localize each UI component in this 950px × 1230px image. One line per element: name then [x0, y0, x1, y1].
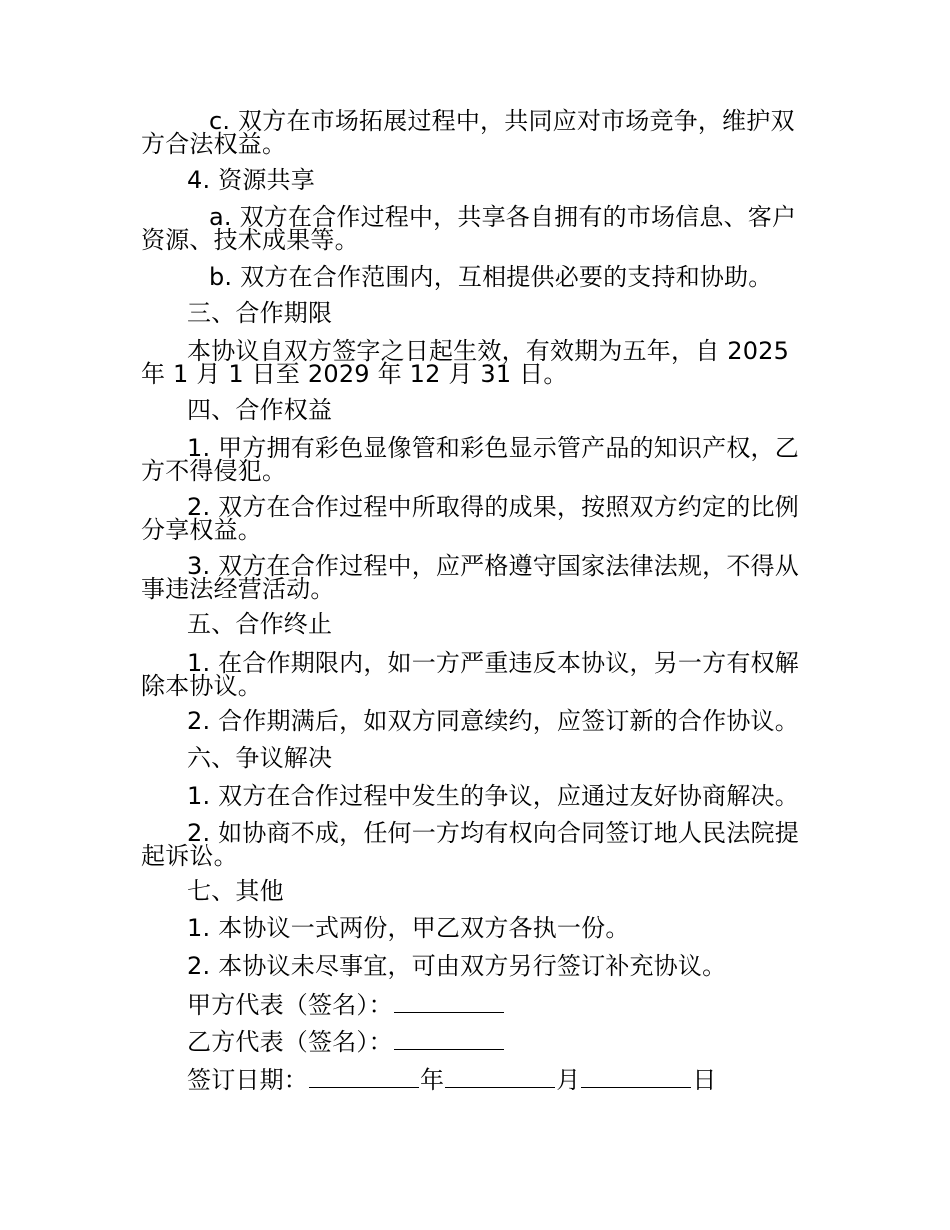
dispute-2-line2: 起诉讼。 — [141, 842, 238, 870]
signing-date-line — [187, 1063, 717, 1095]
rights-2-line2: 分享权益。 — [141, 516, 262, 544]
rights-1-line2: 方不得侵犯。 — [141, 457, 287, 485]
month-blank — [445, 1063, 555, 1088]
termination-1-line2: 除本协议。 — [141, 672, 262, 700]
term-line1: 本协议自双方签字之日起生效，有效期为五年，自 2025 — [187, 337, 790, 365]
day-label: 日 — [692, 1066, 717, 1094]
party-a-signature-line — [187, 988, 505, 1020]
party-a-label: 甲方代表（签名）： — [187, 991, 393, 1019]
other-2: 2. 本协议未尽事宜，可由双方另行签订补充协议。 — [187, 952, 727, 980]
rights-2-line1: 2. 双方在合作过程中所取得的成果，按照双方约定的比例 — [187, 493, 799, 521]
dispute-1: 1. 双方在合作过程中发生的争议，应通过友好协商解决。 — [187, 782, 799, 810]
section-7-heading: 七、其他 — [187, 877, 284, 905]
clause-4a-line2: 资源、技术成果等。 — [141, 226, 359, 254]
rights-3-line2: 事违法经营活动。 — [141, 575, 335, 603]
clause-3c-line2: 方合法权益。 — [141, 130, 287, 158]
party-b-label: 乙方代表（签名）： — [187, 1028, 393, 1056]
section-6-heading: 六、争议解决 — [187, 744, 333, 772]
year-blank — [309, 1063, 419, 1088]
other-1: 1. 本协议一式两份，甲乙双方各执一份。 — [187, 914, 630, 942]
clause-4a-line1: a. 双方在合作过程中，共享各自拥有的市场信息、客户 — [209, 203, 797, 231]
party-a-signature-blank — [394, 988, 504, 1013]
dispute-2-line1: 2. 如协商不成，任何一方均有权向合同签订地人民法院提 — [187, 819, 799, 847]
heading-resource-sharing: 4. 资源共享 — [187, 166, 315, 194]
section-3-heading: 三、合作期限 — [187, 299, 333, 327]
rights-1-line1: 1. 甲方拥有彩色显像管和彩色显示管产品的知识产权，乙 — [187, 434, 799, 462]
term-line2: 年 1 月 1 日至 2029 年 12 月 31 日。 — [141, 360, 568, 388]
section-4-heading: 四、合作权益 — [187, 396, 333, 424]
party-b-signature-blank — [394, 1025, 504, 1050]
termination-2: 2. 合作期满后，如双方同意续约，应签订新的合作协议。 — [187, 707, 799, 735]
date-label: 签订日期： — [187, 1066, 308, 1094]
party-b-signature-line — [187, 1025, 505, 1057]
year-label: 年 — [420, 1066, 445, 1094]
rights-3-line1: 3. 双方在合作过程中，应严格遵守国家法律法规，不得从 — [187, 552, 799, 580]
termination-1-line1: 1. 在合作期限内，如一方严重违反本协议，另一方有权解 — [187, 649, 799, 677]
section-5-heading: 五、合作终止 — [187, 610, 333, 638]
clause-4b: b. 双方在合作范围内，互相提供必要的支持和协助。 — [209, 263, 773, 291]
month-label: 月 — [556, 1066, 581, 1094]
clause-3c-line1: c. 双方在市场拓展过程中，共同应对市场竞争，维护双 — [209, 107, 795, 135]
day-blank — [581, 1063, 691, 1088]
